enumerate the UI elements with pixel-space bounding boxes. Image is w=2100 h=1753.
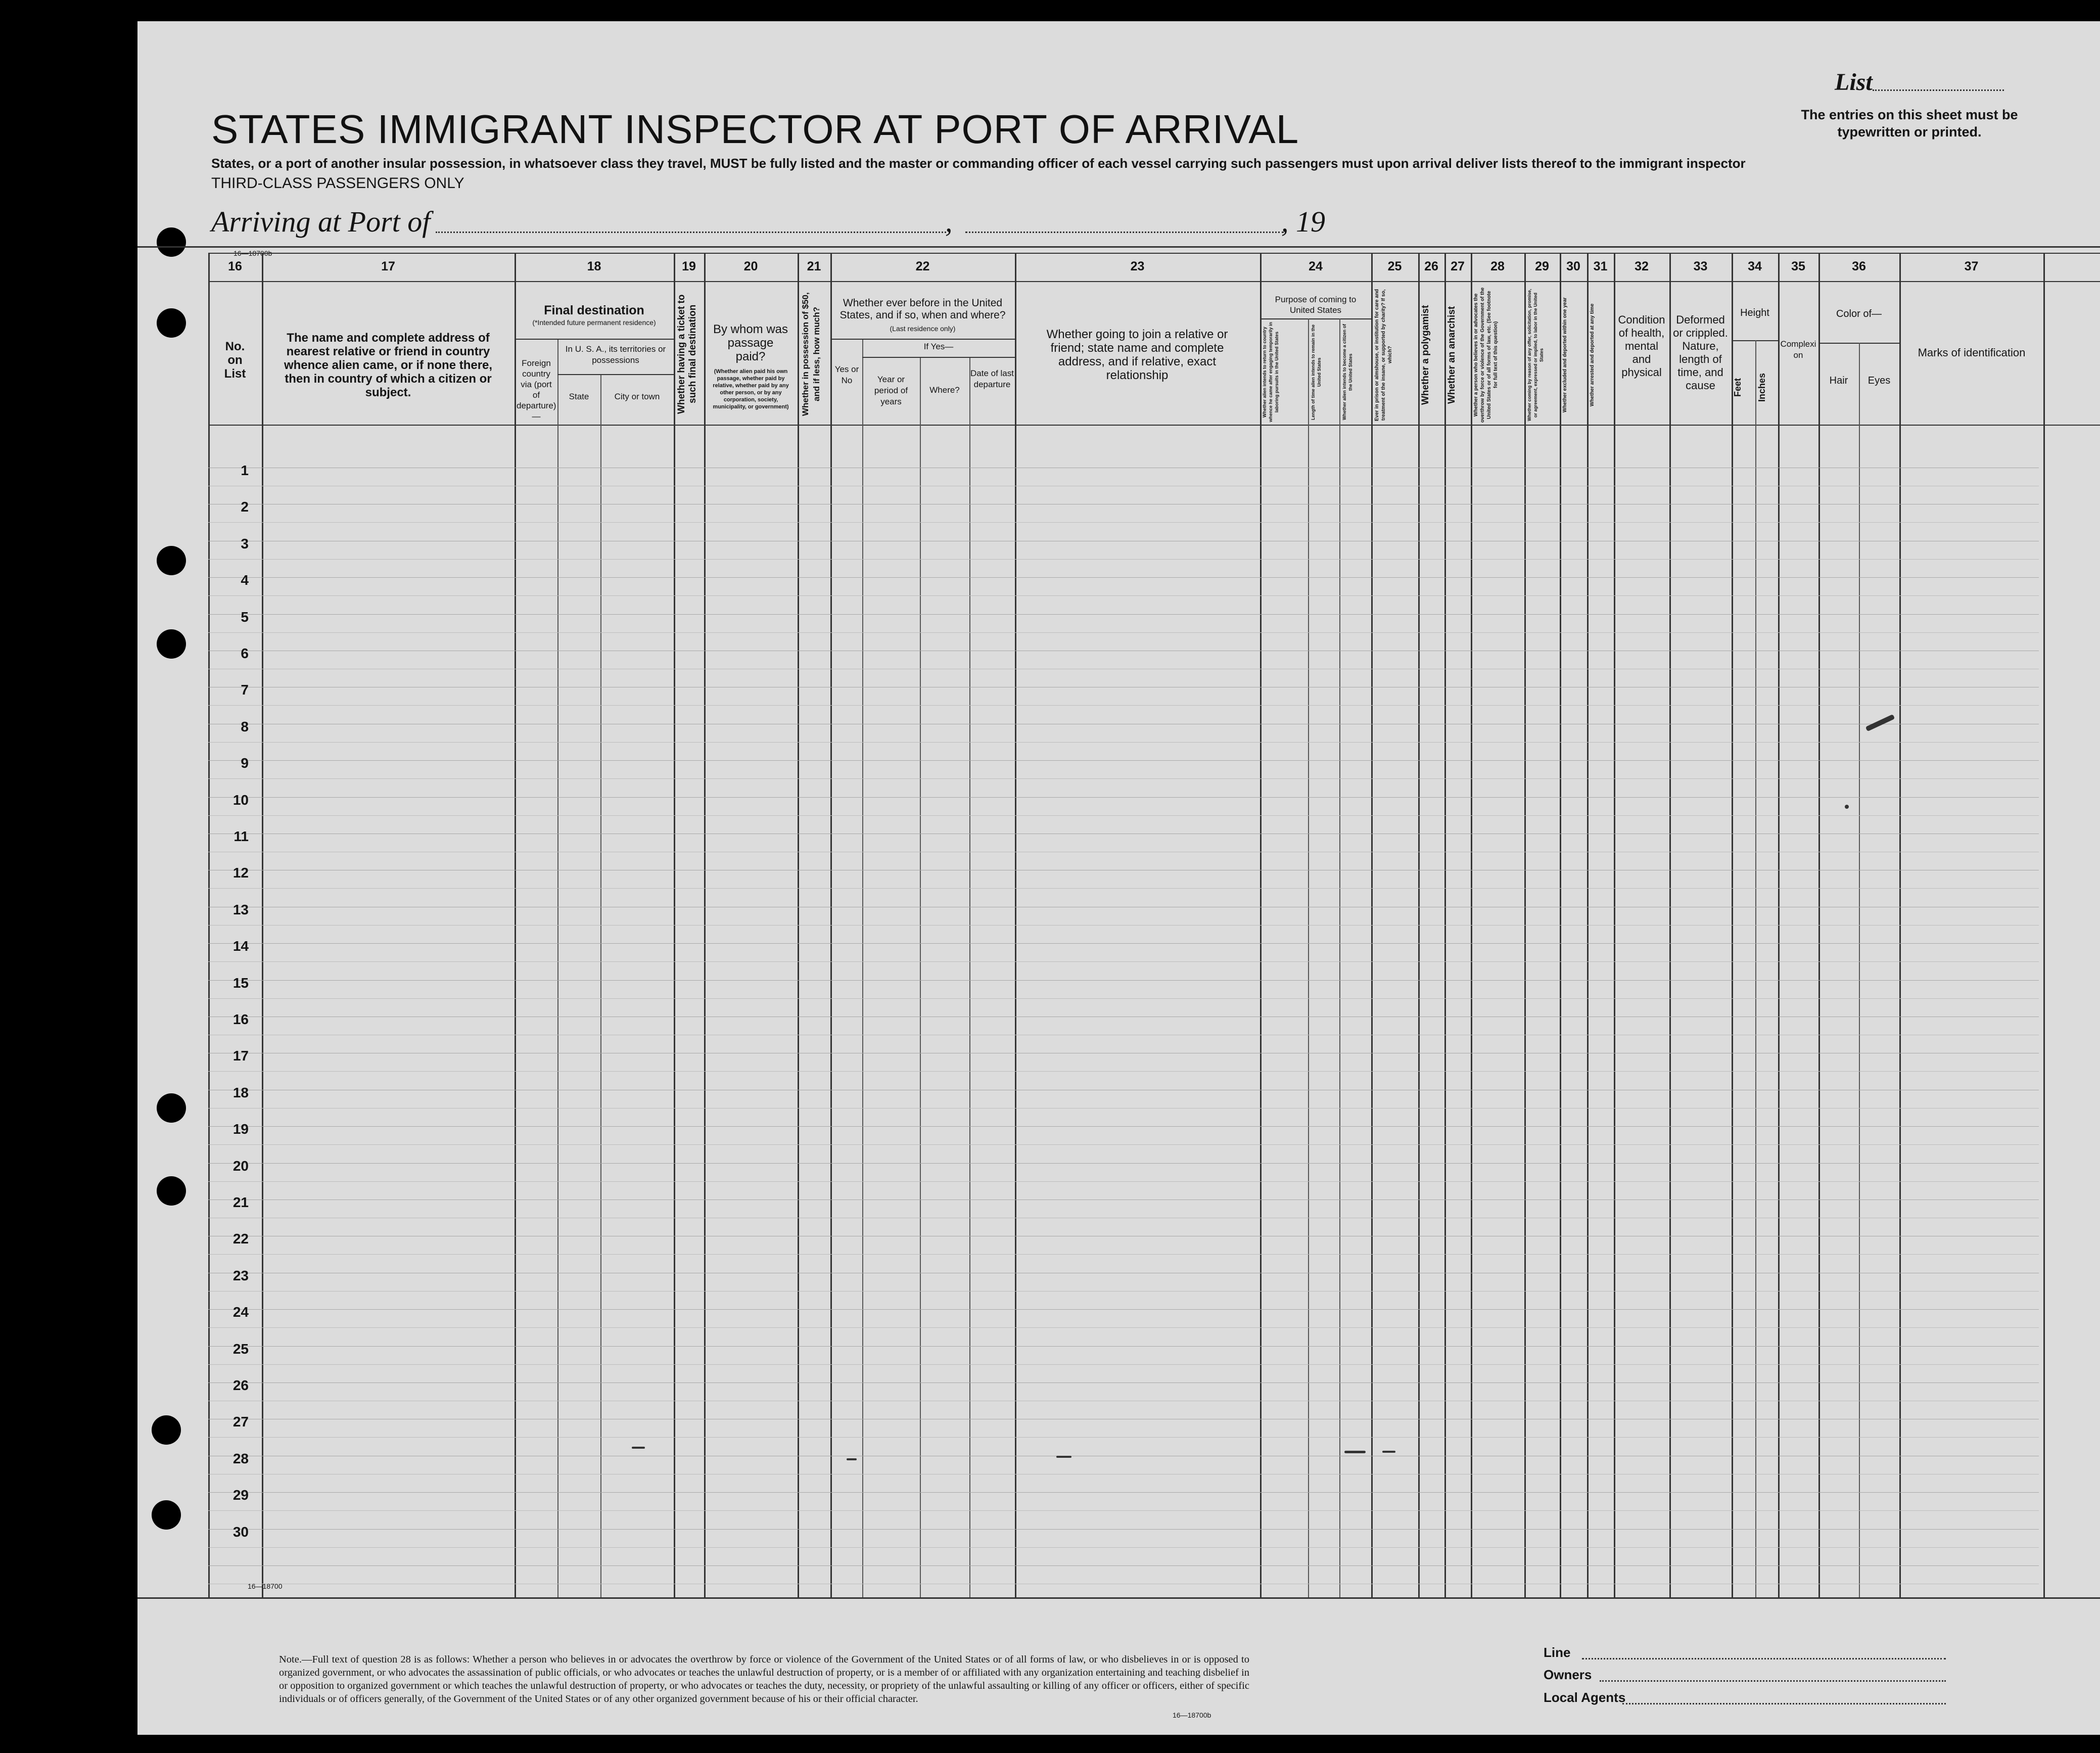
row-rule <box>208 961 2039 962</box>
row-rule <box>208 705 2039 706</box>
page-title: STATES IMMIGRANT INSPECTOR AT PORT OF ARRIVAL <box>211 107 1299 152</box>
row-rule <box>208 1327 2039 1328</box>
header-deformed: Deformed or crippled. Nature, length of time, and cause <box>1673 313 1728 392</box>
row-rule <box>208 1364 2039 1365</box>
column-number: 24 <box>1309 259 1323 273</box>
footnote-form-number: 16—18700b <box>1173 1711 1211 1719</box>
row-number: 6 <box>241 645 249 661</box>
form-number-bottom: 16—18700 <box>248 1582 283 1590</box>
ink-smudge <box>1344 1451 1366 1453</box>
header-excluded-deported: Whether excluded and deported within one year <box>1562 297 1568 412</box>
header-height: Height <box>1740 307 1769 318</box>
sub-header-rule <box>830 339 1015 340</box>
row-rule <box>208 1529 2039 1530</box>
line-label: Line <box>1544 1645 1571 1660</box>
row-number: 11 <box>234 828 249 844</box>
punch-hole <box>152 1500 181 1530</box>
row-rule <box>208 632 2039 633</box>
comma-mark: , <box>945 205 953 238</box>
row-rule <box>208 1071 2039 1072</box>
row-rule <box>208 614 2039 615</box>
row-rule <box>208 1126 2039 1127</box>
table-top-rule <box>208 253 2100 254</box>
row-rule <box>208 1565 2039 1566</box>
sub-column-divider <box>1339 318 1340 1597</box>
column-number: 19 <box>682 259 696 273</box>
header-join-relative: Whether going to join a relative or friend; state name and complete address, and if relative, exact relationship <box>1046 328 1228 382</box>
row-rule <box>208 815 2039 816</box>
ink-smudge <box>1845 805 1849 809</box>
row-number: 13 <box>232 902 249 917</box>
local-agents-field[interactable] <box>1622 1703 1946 1704</box>
row-number: 12 <box>232 865 249 881</box>
sub-column-divider <box>1859 343 1860 1597</box>
row-number: 5 <box>241 609 249 625</box>
punch-hole <box>157 1176 186 1206</box>
column-number: 30 <box>1566 259 1580 273</box>
sub-header-rule <box>1732 340 1778 341</box>
row-number: 3 <box>241 536 249 551</box>
sub-column-divider <box>1755 340 1756 1597</box>
header-purpose: Purpose of coming to United States <box>1275 295 1357 315</box>
row-rule <box>208 778 2039 779</box>
column-number: 18 <box>587 259 601 273</box>
header-ticket: Whether having a ticket to such final destination <box>676 294 698 414</box>
row-rule <box>208 1254 2039 1255</box>
header-if-yes: If Yes— <box>923 342 954 351</box>
header-passage-paid: By whom was passage paid? <box>713 322 788 363</box>
ink-smudge <box>1382 1451 1395 1453</box>
row-number: 25 <box>232 1341 249 1357</box>
header-last-residence: (Last residence only) <box>890 325 956 333</box>
column-number: 32 <box>1635 259 1649 273</box>
column-number: 26 <box>1424 259 1438 273</box>
header-citizen-intent: Whether alien intends to become a citizen of the United States <box>1342 324 1353 421</box>
row-rule <box>208 1144 2039 1145</box>
row-number: 28 <box>232 1451 249 1466</box>
header-return-intent: Whether alien intends to return to country whence he came after engaging temporarily in laboring pursuits in the United States <box>1262 321 1279 423</box>
row-rule <box>208 1181 2039 1182</box>
form-number: 16—18700b <box>234 249 272 257</box>
row-rule <box>208 943 2039 944</box>
instruction-text: States, or a port of another insular possession, in whatsoever class they travel, MUST be fully listed and the master or commanding officer of each vessel carrying such passengers must upon arrival deliver lists thereof to the immigrant inspector <box>211 156 1746 171</box>
column-number: 35 <box>1791 259 1805 273</box>
row-number: 22 <box>232 1231 249 1247</box>
row-rule <box>208 1547 2039 1548</box>
punch-hole <box>157 308 186 338</box>
row-number: 26 <box>232 1377 249 1393</box>
column-number: 22 <box>915 259 930 273</box>
entries-note: The entries on this sheet must be typewritten or printed. <box>1801 107 2018 140</box>
row-rule <box>208 1437 2039 1438</box>
sub-column-divider <box>920 357 921 1597</box>
header-nearest-relative: The name and complete address of nearest relative or friend in country whence alien came, or if none there, then in country of which a citizen or subject. <box>284 331 493 399</box>
header-bottom-rule <box>208 425 2100 426</box>
footnote-question-28: Note.—Full text of question 28 is as follows: Whether a person who believes in or advocates the overthrow by force or violence of the Government of the United States or of all forms of law, or who disbelieves in or is opposed to organized government, or who advocates the assassination of public officials, or who advocates or teaches the unlawful destruction of property, or is a member of or affiliated with any organization entertaining and teaching disbelief in or opposition to organized government or which teaches the unlawful destruction of property, or who advocates or teaches the duty, necessity, or propriety of the unlawful assaulting or killing of any officer or officers, either of specific individuals or of officers generally, of the Government of the United States or of any other organized government because of his or their official character. <box>279 1654 1249 1704</box>
column-number: 16 <box>228 259 242 273</box>
sub-column-divider <box>969 357 970 1597</box>
row-number: 9 <box>241 755 249 771</box>
ink-smudge <box>1056 1456 1071 1458</box>
sub-column-divider <box>557 339 558 1597</box>
header-in-usa: In U. S. A., its territories or possessions <box>565 344 666 365</box>
header-eyes: Eyes <box>1868 375 1891 386</box>
sub-header-rule <box>515 339 674 340</box>
header-overthrow: Whether a person who believes in or advocates the overthrow by force or violence of the Government of the United States or of all forms of law, etc. (See footnote for full text of this question) <box>1473 287 1499 423</box>
header-color-of: Color of— <box>1836 308 1882 319</box>
header-final-destination-note: (*Intended future permanent residence) <box>532 318 656 327</box>
header-final-destination: Final destination <box>544 303 644 317</box>
sub-header-rule <box>862 357 1015 358</box>
column-number: 21 <box>807 259 821 273</box>
sub-column-divider <box>862 339 863 1597</box>
owners-label: Owners <box>1544 1667 1592 1682</box>
row-rule <box>208 925 2039 926</box>
sub-header-rule <box>1260 318 1371 319</box>
header-health: Condition of health, mental and physical <box>1618 313 1665 379</box>
sub-header-rule <box>557 374 674 375</box>
row-rule <box>208 1346 2039 1347</box>
header-arrested-deported: Whether arrested and deported at any time <box>1590 303 1595 406</box>
owners-field[interactable] <box>1600 1680 1946 1682</box>
row-rule <box>208 1382 2039 1383</box>
column-number: 27 <box>1451 259 1465 273</box>
row-number: 2 <box>241 499 249 515</box>
line-field[interactable] <box>1582 1658 1946 1659</box>
row-rule <box>208 1309 2039 1310</box>
header-year-period: Year or period of years <box>874 375 908 406</box>
row-number: 20 <box>232 1158 249 1174</box>
row-number: 24 <box>232 1304 249 1320</box>
column-number: 29 <box>1535 259 1549 273</box>
row-rule <box>208 559 2039 560</box>
column-number: 31 <box>1593 259 1608 273</box>
class-label: THIRD-CLASS PASSENGERS ONLY <box>211 175 464 192</box>
column-number: 34 <box>1748 259 1762 273</box>
row-rule <box>208 998 2039 999</box>
header-inches: Inches <box>1757 373 1767 402</box>
column-number: 37 <box>1964 259 1979 273</box>
row-number: 30 <box>232 1524 249 1540</box>
row-number: 15 <box>232 975 249 991</box>
column-number: 36 <box>1852 259 1866 273</box>
row-rule <box>208 980 2039 981</box>
row-rule <box>208 1492 2039 1493</box>
row-number: 1 <box>241 463 249 478</box>
row-number: 18 <box>232 1085 249 1100</box>
row-number: 23 <box>232 1268 249 1283</box>
header-complexion: Complexion <box>1780 339 1816 360</box>
row-number: 14 <box>232 938 249 954</box>
row-number: 16 <box>232 1011 249 1027</box>
header-anarchist: Whether an anarchist <box>1446 306 1457 404</box>
header-prison-almshouse: Ever in prison or almshouse, or institution for care and treatment of the insane, or supported by charity? If so, which? <box>1374 289 1393 421</box>
header-labor-offer: Whether coming by reason of any offer, solicitation, promise, or agreement, expressed or implied, to labor in the United States <box>1527 289 1544 421</box>
header-fifty-dollars: Whether in possession of $50, and if less, how much? <box>801 292 821 416</box>
table-bottom-rule <box>137 1597 2100 1599</box>
row-rule <box>208 522 2039 523</box>
sub-column-divider <box>1308 318 1309 1597</box>
header-yes-or-no: Yes or No <box>834 364 859 385</box>
port-field[interactable] <box>436 232 946 233</box>
row-number: 21 <box>232 1194 249 1210</box>
column-number: 33 <box>1693 259 1708 273</box>
column-divider <box>2043 253 2045 1597</box>
column-number: 28 <box>1490 259 1505 273</box>
column-number: 20 <box>743 259 758 273</box>
ink-smudge <box>847 1458 857 1460</box>
row-number: 19 <box>232 1121 249 1137</box>
header-no-on-list: No. on List <box>224 340 246 381</box>
column-number-rule <box>208 281 2100 282</box>
header-state: State <box>569 392 589 401</box>
row-rule <box>208 577 2039 578</box>
row-rule <box>208 595 2039 596</box>
header-passage-paid-note: (Whether alien paid his own passage, whether paid by relative, whether paid by any other person, or by any corporation, society, municipality, or government) <box>713 368 789 410</box>
row-number: 8 <box>241 719 249 734</box>
row-rule <box>208 742 2039 743</box>
row-rule <box>208 1510 2039 1511</box>
header-date-last-departure: Date of last departure <box>970 368 1014 389</box>
header-hair: Hair <box>1829 375 1848 386</box>
list-label: List <box>1835 69 1873 96</box>
column-number: 23 <box>1130 259 1145 273</box>
header-where: Where? <box>929 385 960 395</box>
header-city-or-town: City or town <box>614 392 660 401</box>
list-number-field[interactable] <box>1873 89 2004 91</box>
punch-hole <box>157 546 186 575</box>
row-rule <box>208 1163 2039 1164</box>
header-ever-before-in-us: Whether ever before in the United States, and if so, when and where? <box>839 297 1006 321</box>
year-prefix: , 19 <box>1281 205 1325 238</box>
sub-column-divider <box>600 374 601 1597</box>
punch-hole <box>157 629 186 659</box>
row-rule <box>208 888 2039 889</box>
header-polygamist: Whether a polygamist <box>1420 305 1431 405</box>
punch-hole <box>157 227 186 257</box>
row-number: 17 <box>232 1048 249 1064</box>
row-number: 7 <box>241 682 249 698</box>
header-foreign-country: Foreign country via (port of departure)— <box>517 358 556 421</box>
row-number: 4 <box>241 572 249 588</box>
row-number: 10 <box>232 792 249 808</box>
column-number: 17 <box>381 259 395 273</box>
header-marks-identification: Marks of identification <box>1918 346 2026 359</box>
arriving-label: Arriving at Port of <box>211 205 431 238</box>
row-rule <box>208 797 2039 798</box>
row-rule <box>208 1108 2039 1109</box>
ink-smudge <box>632 1447 645 1449</box>
header-feet: Feet <box>1733 378 1743 397</box>
row-number: 27 <box>232 1414 249 1429</box>
table-top-rule <box>137 246 2100 248</box>
punch-hole <box>157 1093 186 1123</box>
row-number: 29 <box>232 1487 249 1503</box>
column-number: 25 <box>1387 259 1402 273</box>
date-field[interactable] <box>965 232 1284 233</box>
punch-hole <box>152 1415 181 1445</box>
row-rule <box>208 760 2039 761</box>
header-length-of-stay: Length of time alien intends to remain in the United States <box>1311 324 1322 420</box>
local-agents-label: Local Agents <box>1544 1690 1626 1705</box>
